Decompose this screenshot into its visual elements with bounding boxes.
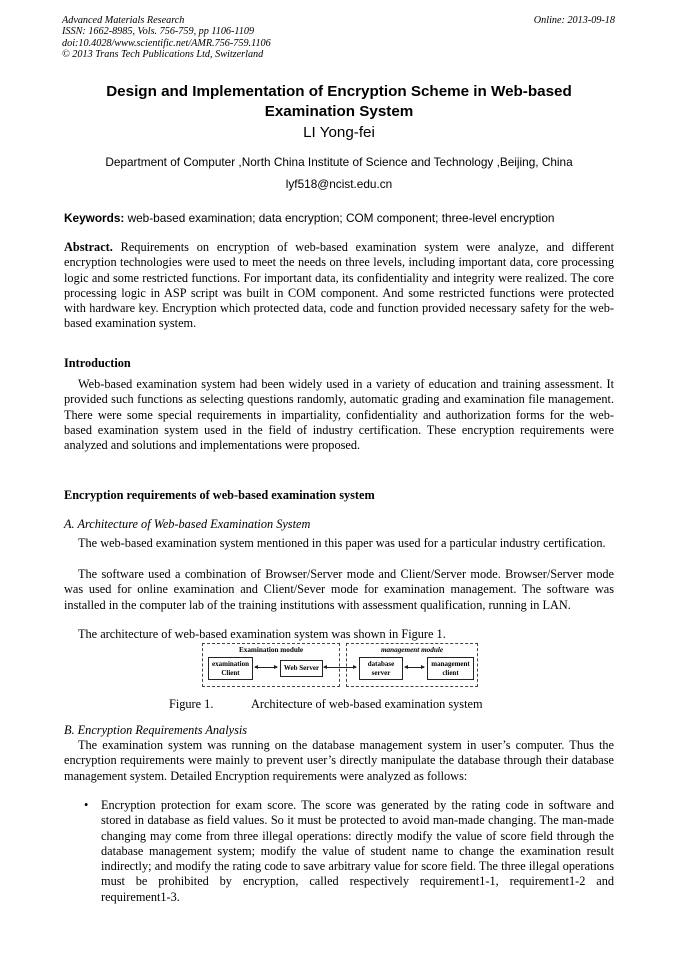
list-item-text: Encryption protection for exam score. The score was generated by the rating code in software and stored in database as field values. So it must be protected to avoid man-made changing. The man-made changing may come from three illegal operations: directly modify the value of score field through the database management system; modify the value of student name to change the examination result indirectly; and modify the rating code to save arbitrary value for score field. The three illegal operations must be prohibited by encryption, called respectively requirement1-1, requirement1-2 and requirement1-3.: [101, 798, 614, 904]
figure-caption: [169, 697, 483, 712]
list-item: [64, 798, 614, 905]
examination-client-line-1: examination: [212, 660, 249, 668]
figure-caption-text: Architecture of web-based examination system: [251, 697, 483, 711]
introduction-paragraph: [64, 377, 614, 453]
title-line-2: Examination System: [264, 103, 414, 120]
architecture-diagram: [202, 643, 478, 687]
journal-header: [62, 15, 271, 60]
section-a-text-2: The software used a combination of Browser/Server mode and Client/Server mode. Browser/Server mode was used for online examination and Client/Sever mode for examination management. The software was installed in the computer lab of the training institutions with assessment qualification, running in LAN.: [64, 567, 614, 612]
journal-name: Advanced Materials Research: [62, 15, 185, 26]
section-b-text: The examination system was running on the database management system in user’s computer. Thus the encryption requirements were mainly to prevent user’s directly manipulate the database through their database management system. Detailed Encryption requirements were analyzed as follows:: [64, 738, 614, 783]
keywords-text: web-based examination; data encryption; COM component; three-level encryption: [124, 211, 555, 225]
section-b-paragraph: [64, 738, 614, 784]
figure-number: Figure 1.: [169, 697, 214, 711]
section-a-paragraph-3: [64, 627, 614, 642]
keywords-label: Keywords:: [64, 211, 125, 225]
database-server-line-2: server: [371, 668, 391, 677]
keywords: [64, 211, 554, 225]
subsection-a-heading: A. Architecture of Web-based Examination System: [64, 517, 311, 531]
database-server-box: [359, 657, 403, 680]
management-client-box: [427, 657, 474, 680]
abstract-text: Requirements on encryption of web-based examination system were analyze, and different encryption technologies were used to meet the needs on three levels, including important data, core processing logic and some restricted functions. For important data, its confidentiality and integrity were realized. The core processing logic in ASP script was built in COM component. And some restricted functions were protected with hardware key. Encryption which protected data, code and function provided necessary safety for the web-based examination system.: [64, 240, 614, 331]
affiliation: Department of Computer ,North China Institute of Science and Technology ,Beijing, China: [105, 155, 573, 169]
management-client-line-1: management: [431, 660, 470, 668]
section-a-paragraph-2: [64, 567, 614, 613]
section-a-text-3: The architecture of web-based examination system was shown in Figure 1.: [78, 627, 446, 641]
requirements-list: [64, 798, 614, 905]
doi: doi:10.4028/www.scientific.net/AMR.756-759.1106: [62, 37, 271, 49]
bullet-icon: •: [84, 798, 89, 812]
webserver-database-arrow: [324, 667, 356, 668]
title-line-1: Design and Implementation of Encryption Scheme in Web-based: [106, 83, 572, 100]
encryption-requirements-heading: Encryption requirements of web-based examination system: [64, 488, 375, 502]
section-a-text-1: The web-based examination system mentioned in this paper was used for a particular industry certification.: [78, 536, 606, 550]
introduction-text: Web-based examination system had been widely used in a variety of education and training assessment. It provided such functions as selecting questions randomly, automatic grading and examination file management. There were some special requirements in impartiality, confidentiality and authorization forms for the web-based examination system used in the field of industry certification. These encryption requirements were analyzed and solutions and implementations were proposed.: [64, 377, 614, 453]
section-a-paragraph-1: [64, 536, 614, 551]
management-module-label: management module: [380, 646, 444, 654]
examination-client-box: [208, 657, 253, 680]
online-date: Online: 2013-09-18: [533, 15, 615, 26]
author: LI Yong-fei: [303, 124, 375, 141]
web-server-box: [280, 660, 323, 677]
examination-client-line-2: Client: [221, 668, 240, 677]
management-client-line-2: client: [442, 668, 459, 677]
examination-module-label: Examination module: [238, 646, 304, 654]
abstract-label: Abstract.: [64, 240, 113, 254]
subsection-b-heading: B. Encryption Requirements Analysis: [64, 723, 248, 737]
abstract: [64, 240, 614, 332]
email: lyf518@ncist.edu.cn: [285, 177, 393, 191]
issn: ISSN: 1662-8985, Vols. 756-759, pp 1106-1109: [62, 26, 255, 38]
database-server-line-1: database: [367, 660, 395, 668]
client-webserver-arrow: [255, 667, 277, 668]
introduction-heading: Introduction: [64, 356, 131, 370]
copyright: © 2013 Trans Tech Publications Ltd, Switzerland: [62, 48, 264, 60]
database-management-arrow: [405, 667, 424, 668]
web-server-label: Web Server: [283, 664, 320, 673]
paper-title: [62, 82, 616, 122]
